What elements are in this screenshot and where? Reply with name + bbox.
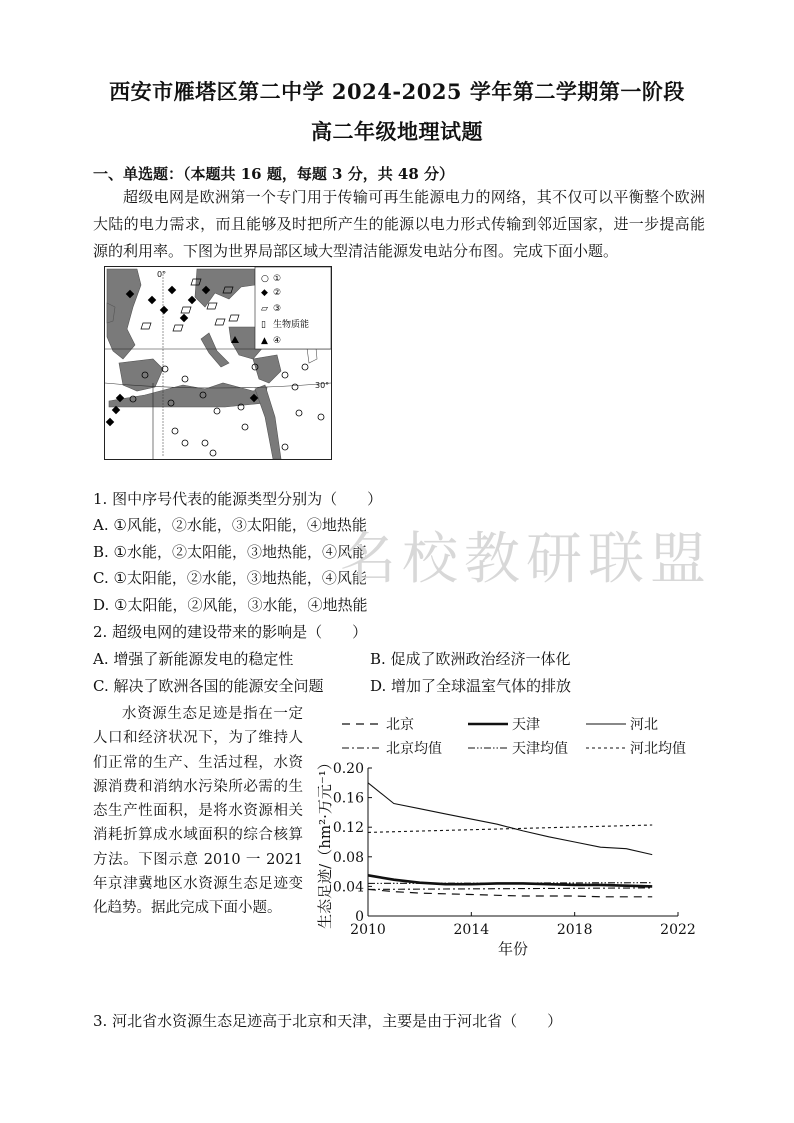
q1-option-c[interactable]: C. ①太阳能，②水能，③地热能，④风能	[93, 569, 367, 587]
q1-option-d[interactable]: D. ①太阳能，②风能，③水能，④地热能	[93, 596, 368, 614]
q1-option-b[interactable]: B. ①水能，②太阳能，③地热能，④风能	[93, 543, 368, 561]
x-tick-label-3: 2022	[660, 922, 696, 938]
y-tick-label-4: 0.16	[332, 790, 364, 807]
q2-stem: 2. 超级电网的建设带来的影响是（ ）	[93, 623, 368, 641]
intro-paragraph: 超级电网是欧洲第一个专门用于传输可再生能源电力的网络，其不仅可以平衡整个欧洲大陆的电力需求，而且能够及时把所产生的能源以电力形式传输到邻近国家，进一步提高能源的利用率。下图为世界局部区域大型清洁能源发电站分布图。完成下面小题。	[93, 188, 705, 260]
q1-stem: 1. 图中序号代表的能源类型分别为（ ）	[93, 490, 383, 508]
legend-label-4: ④	[273, 336, 282, 346]
legend-label-3: 北京均值	[386, 741, 442, 757]
water-footprint-paragraph: 水资源生态足迹是指在一定人口和经济状况下，为了维持人们正常的生产、生活过程，水资源消费和消纳水污染所必需的生态生产性面积，是将水资源相关消耗折算成水域面积的综合核算方法。下图示意 2010 一 2021 年京津冀地区水资源生态足迹变化趋势。据此完成下面小题。	[93, 706, 303, 917]
legend-label-3: ③	[273, 304, 282, 314]
y-tick-label-2: 0.08	[332, 849, 364, 866]
series-line-1	[368, 875, 652, 886]
series-line-5	[368, 888, 652, 890]
legend-label-1: 天津	[512, 717, 540, 733]
energy-map	[105, 267, 331, 459]
map-legend	[255, 267, 331, 349]
y-axis-label: 生态足迹/（hm²·万元⁻¹）	[316, 755, 334, 929]
lon-label: 0°	[157, 270, 167, 279]
q3-stem: 3. 河北省水资源生态足迹高于北京和天津，主要是由于河北省（ ）	[93, 1012, 563, 1030]
legend-symbol-solar: ○	[261, 274, 269, 284]
legend-label-2: ②	[273, 288, 282, 298]
x-tick-label-1: 2014	[453, 922, 490, 938]
y-tick-label-3: 0.12	[332, 820, 364, 837]
legend-symbol-biomass: ▯	[261, 320, 266, 330]
series-line-3	[368, 825, 652, 832]
legend-label-4: 天津均值	[512, 741, 568, 757]
land-iberia	[119, 359, 163, 391]
legend-label-5: 河北均值	[630, 741, 686, 757]
legend-label-1: ①	[273, 274, 282, 284]
y-tick-label-1: 0.04	[332, 879, 364, 896]
land-redsea-coast	[255, 385, 281, 459]
y-tick-label-5: 0.20	[332, 761, 364, 777]
q2-option-c[interactable]: C. 解决了欧洲各国的能源安全问题	[93, 677, 324, 695]
q1-option-a[interactable]: A. ①风能，②水能，③太阳能，④地热能	[93, 516, 367, 534]
x-tick-label-2: 2018	[556, 922, 593, 938]
section-heading: 一、单选题：（本题共 16 题，每题 3 分，共 48 分）	[93, 165, 455, 183]
y-tick-label-0: 0	[355, 909, 364, 925]
x-tick-label-0: 2010	[350, 922, 386, 938]
x-axis-label: 年份	[497, 940, 529, 958]
energy-map-figure	[104, 266, 332, 460]
q2-option-d[interactable]: D. 增加了全球温室气体的排放	[370, 677, 572, 695]
watermark: 名校教研联盟	[340, 527, 712, 592]
legend-symbol-triangle: ▲	[261, 336, 268, 346]
legend-label-2: 河北	[630, 717, 658, 733]
series-line-0	[368, 783, 652, 855]
q2-option-a[interactable]: A. 增强了新能源发电的稳定性	[93, 650, 294, 668]
legend-symbol-parallelogram: ▱	[261, 304, 268, 314]
legend-label-biomass: 生物质能	[273, 320, 310, 330]
land-italy	[201, 333, 229, 367]
legend-label-0: 北京	[386, 717, 414, 733]
water-footprint-chart	[310, 708, 720, 968]
lat-label: 30°	[315, 381, 330, 390]
legend-symbol-diamond: ◆	[261, 288, 268, 298]
exam-title-line2: 高二年级地理试题	[311, 119, 483, 144]
exam-title-line1: 西安市雁塔区第二中学 2024-2025 学年第二学期第一阶段	[109, 79, 685, 104]
series-line-2	[368, 889, 652, 896]
chart-svg	[310, 708, 720, 968]
q2-option-b[interactable]: B. 促成了欧洲政治经济一体化	[370, 650, 571, 668]
